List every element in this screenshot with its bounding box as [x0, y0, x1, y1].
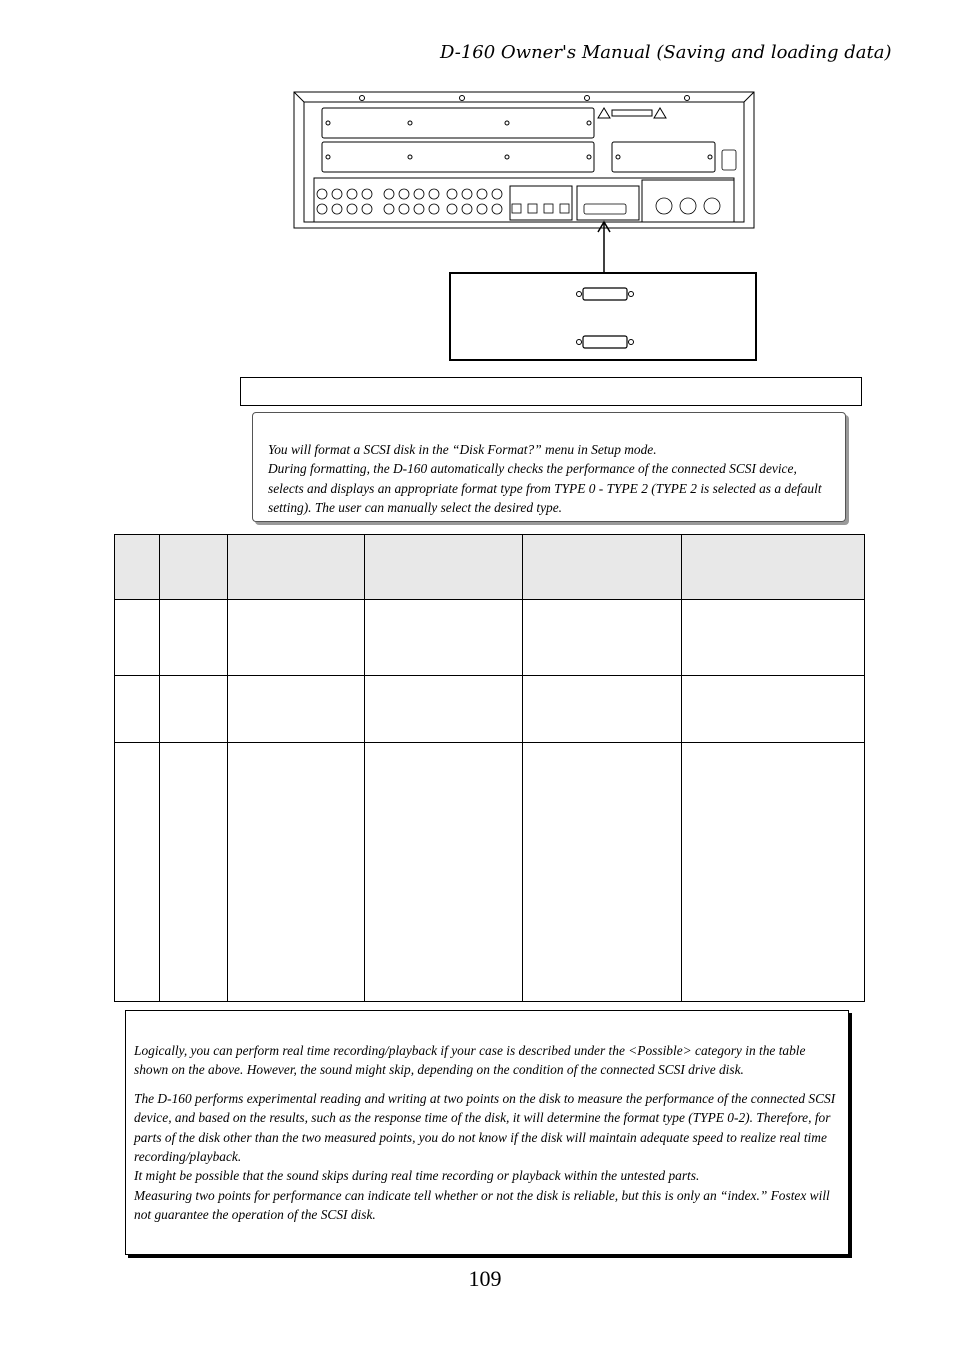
- table-cell: [228, 600, 365, 676]
- table-cell: [115, 600, 160, 676]
- note-line: You will format a SCSI disk in the “Disk Format?” menu in Setup mode.: [268, 442, 657, 457]
- scsi-connector-box: [449, 272, 757, 361]
- table-row: [115, 743, 865, 1002]
- table-header-row: [115, 535, 865, 600]
- format-type-table: [114, 534, 865, 1002]
- page-header-title: D-160 Owner's Manual (Saving and loading data): [440, 42, 892, 63]
- caution-paragraph: The D-160 performs experimental reading and writing at two points on the disk to measure the performance of the connected SCSI device, and based on the results, such as the response time of the disk, it will determine the format type (TYPE 0-2). Therefore, for parts of the disk other than the two measured points, you do not know if the disk will maintain adequate speed to realize real time recording/playback. It might be possible that the sound skips during real time recording or playback within the untested parts. Measuring two points for performance can indicate tell whether or not the disk is reliable, but this is only an “index.” Fostex will not guarantee the operation of the SCSI disk.: [134, 1090, 836, 1223]
- caution-paragraph: Logically, you can perform real time recording/playback if your case is described under the <Possible> category in the table shown on the above. However, the sound might skip, depending on the condition of the connected SCSI drive disk.: [134, 1043, 806, 1078]
- table-header-cell: [228, 535, 365, 600]
- note-line: During formatting, the D-160 automatically checks the performance of the connected SCSI device, selects and displays an appropriate format type from TYPE 0 - TYPE 2 (TYPE 2 is selected as a default setting). The user can manually select the desired type.: [268, 461, 822, 516]
- note-box: [252, 412, 846, 522]
- table-cell: [115, 676, 160, 743]
- table-cell: [523, 676, 682, 743]
- table-header-cell: [115, 535, 160, 600]
- table-cell: [365, 676, 523, 743]
- table-header-cell: [365, 535, 523, 600]
- table-cell: [228, 743, 365, 1002]
- table-cell: [523, 743, 682, 1002]
- table-row: [115, 600, 865, 676]
- table-cell: [365, 743, 523, 1002]
- table-cell: [682, 743, 865, 1002]
- scsi-connector-icon: [575, 286, 635, 302]
- table-cell: [682, 600, 865, 676]
- caution-box: [125, 1010, 849, 1255]
- table-cell: [682, 676, 865, 743]
- table-row: [115, 676, 865, 743]
- table-cell: [228, 676, 365, 743]
- table-header-cell: [523, 535, 682, 600]
- rear-panel-illustration: [292, 90, 758, 235]
- scsi-connector-icon: [575, 334, 635, 350]
- table-header-cell: [682, 535, 865, 600]
- page-number: 109: [468, 1266, 502, 1291]
- table-cell: [523, 600, 682, 676]
- table-cell: [365, 600, 523, 676]
- table-cell: [160, 743, 228, 1002]
- table-cell: [160, 600, 228, 676]
- section-caption-box: [240, 377, 862, 406]
- arrow-connector: [596, 220, 612, 276]
- table-cell: [160, 676, 228, 743]
- table-header-cell: [160, 535, 228, 600]
- table-cell: [115, 743, 160, 1002]
